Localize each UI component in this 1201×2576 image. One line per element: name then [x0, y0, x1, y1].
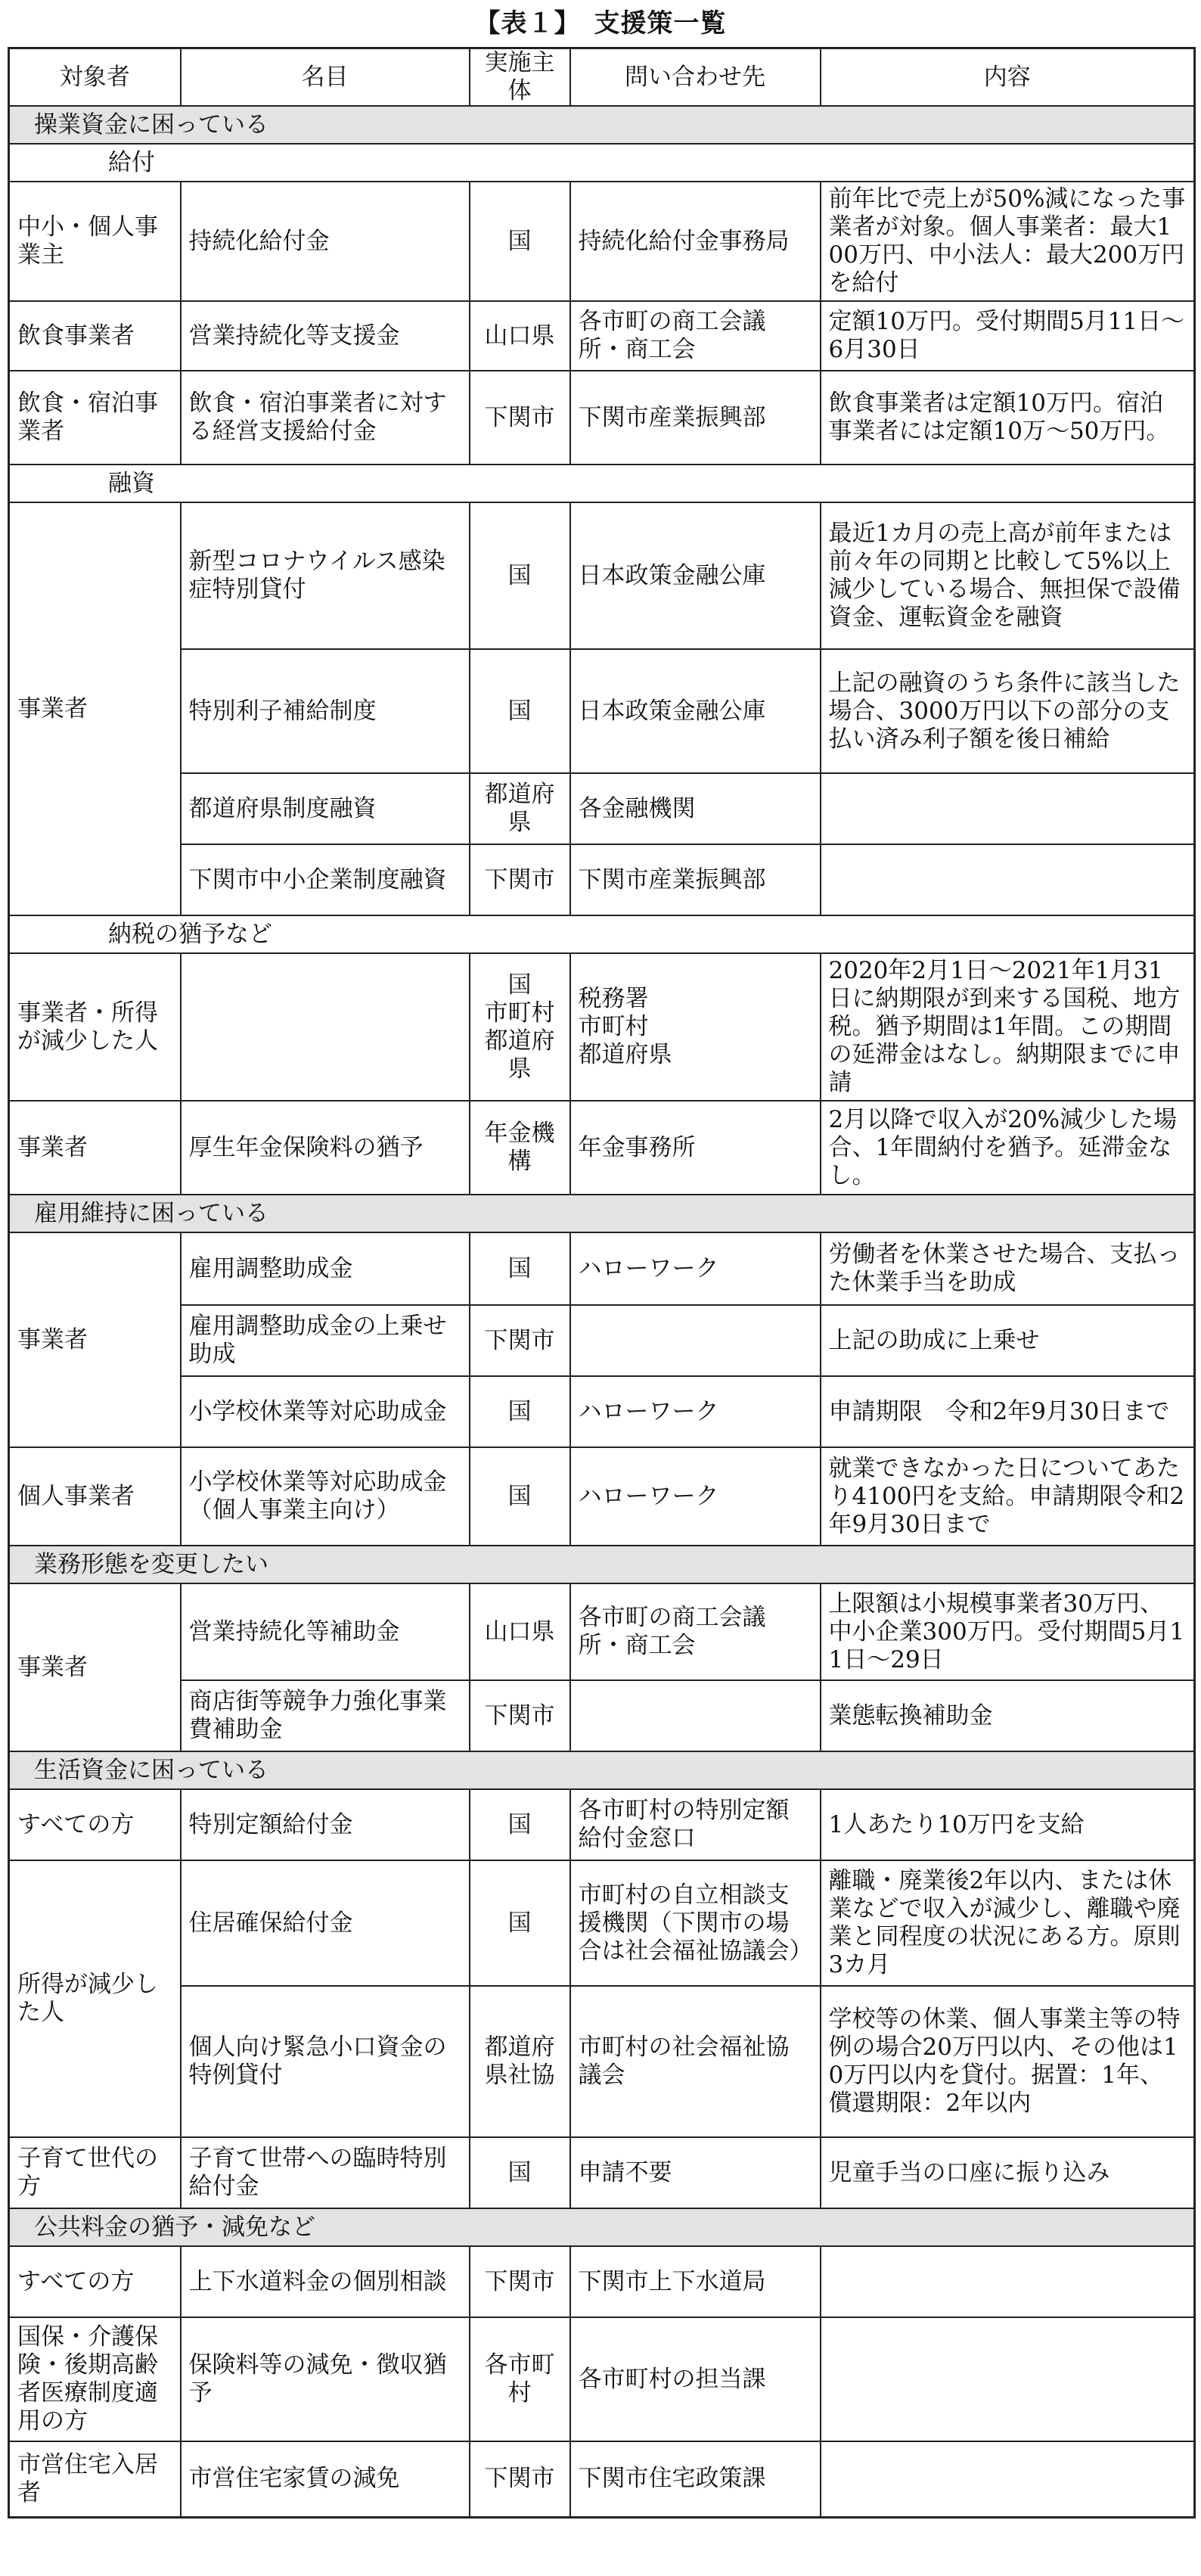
name-cell: 小学校休業等対応助成金 [181, 1376, 470, 1447]
table-row [9, 1986, 1195, 2137]
name-cell: 雇用調整助成金の上乗せ助成 [181, 1305, 470, 1376]
target-cell: すべての方 [9, 2246, 181, 2317]
contact-cell: 各市町の商工会議所・商工会 [570, 301, 821, 371]
target-cell: 中小・個人事業主 [9, 182, 181, 301]
name-cell: 上下水道料金の個別相談 [181, 2246, 470, 2317]
table-row [9, 649, 1195, 773]
subsection-title: 給付 [9, 144, 1195, 182]
agency-cell: 都道府県社協 [470, 1986, 570, 2137]
table-row [9, 1101, 1195, 1195]
agency-cell: 下関市 [470, 2441, 570, 2517]
content-cell: 定額10万円。受付期間5月11日～6月30日 [821, 301, 1195, 371]
target-cell: 事業者・所得が減少した人 [9, 953, 181, 1101]
name-cell: 都道府県制度融資 [181, 773, 470, 844]
contact-cell: 持続化給付金事務局 [570, 182, 821, 301]
content-cell: 前年比で売上が50%減になった事業者が対象。個人事業者：最大100万円、中小法人：最大200万円を給付 [821, 182, 1195, 301]
contact-cell: ハローワーク [570, 1232, 821, 1305]
target-cell: 所得が減少した人 [9, 1860, 181, 2137]
page-title: 【表１】 支援策一覧 [474, 8, 727, 39]
section-title: 生活資金に困っている [9, 1751, 1195, 1789]
agency-cell: 国 [470, 2137, 570, 2208]
document [8, 0, 1193, 2519]
name-cell: 小学校休業等対応助成金（個人事業主向け） [181, 1447, 470, 1546]
header-cell: 対象者 [9, 48, 181, 107]
subsection-title: 納税の猶予など [9, 915, 1195, 953]
target-cell: 事業者 [9, 1232, 181, 1447]
name-cell: 保険料等の減免・徴収猶予 [181, 2317, 470, 2441]
section-title: 公共料金の猶予・減免など [9, 2208, 1195, 2246]
table-row [9, 2441, 1195, 2517]
name-cell: 住居確保給付金 [181, 1860, 470, 1986]
table-row [9, 1447, 1195, 1546]
name-cell: 新型コロナウイルス感染症特別貸付 [181, 502, 470, 649]
content-cell: 飲食事業者は定額10万円。宿泊事業者には定額10万～50万円。 [821, 371, 1195, 465]
header-cell: 実施主体 [470, 48, 570, 107]
agency-cell: 国 [470, 182, 570, 301]
name-cell: 下関市中小企業制度融資 [181, 844, 470, 915]
agency-cell: 国 [470, 1789, 570, 1860]
table-row [9, 1232, 1195, 1305]
contact-cell: 日本政策金融公庫 [570, 649, 821, 773]
contact-cell: 税務署 市町村 都道府県 [570, 953, 821, 1101]
target-cell: 飲食・宿泊事業者 [9, 371, 181, 465]
agency-cell: 下関市 [470, 844, 570, 915]
target-cell: すべての方 [9, 1789, 181, 1860]
table-row [9, 773, 1195, 844]
agency-cell: 各市町村 [470, 2317, 570, 2441]
section-title: 雇用維持に困っている [9, 1195, 1195, 1232]
content-cell: 申請期限 令和2年9月30日まで [821, 1376, 1195, 1447]
name-cell: 持続化給付金 [181, 182, 470, 301]
section-title: 業務形態を変更したい [9, 1546, 1195, 1583]
contact-cell: 下関市上下水道局 [570, 2246, 821, 2317]
agency-cell: 国 市町村 都道府県 [470, 953, 570, 1101]
contact-cell: 下関市住宅政策課 [570, 2441, 821, 2517]
content-cell [821, 2246, 1195, 2317]
contact-cell: 市町村の自立相談支援機関（下関市の場合は社会福祉協議会） [570, 1860, 821, 1986]
content-cell [821, 2317, 1195, 2441]
table-row [9, 953, 1195, 1101]
agency-cell: 下関市 [470, 2246, 570, 2317]
contact-cell [570, 1680, 821, 1751]
content-cell: 就業できなかった日についてあたり4100円を支給。申請期限令和2年9月30日まで [821, 1447, 1195, 1546]
contact-cell: 下関市産業振興部 [570, 844, 821, 915]
name-cell [181, 953, 470, 1101]
content-cell: 上記の助成に上乗せ [821, 1305, 1195, 1376]
target-cell: 飲食事業者 [9, 301, 181, 371]
name-cell: 個人向け緊急小口資金の特例貸付 [181, 1986, 470, 2137]
name-cell: 特別定額給付金 [181, 1789, 470, 1860]
table-row [9, 1583, 1195, 1680]
agency-cell: 国 [470, 649, 570, 773]
agency-cell: 都道府県 [470, 773, 570, 844]
content-cell: 学校等の休業、個人事業主等の特例の場合20万円以内、その他は10万円以内を貸付。据置：1年、償還期限：2年以内 [821, 1986, 1195, 2137]
content-cell: 2020年2月1日～2021年1月31日に納期限が到来する国税、地方税。猶予期間は1年間。この期間の延滞金はなし。納期限までに申請 [821, 953, 1195, 1101]
agency-cell: 国 [470, 1447, 570, 1546]
table-row [9, 371, 1195, 465]
agency-cell: 年金機構 [470, 1101, 570, 1195]
table-row [9, 2246, 1195, 2317]
agency-cell: 下関市 [470, 1305, 570, 1376]
contact-cell: 市町村の社会福祉協議会 [570, 1986, 821, 2137]
header-cell: 内容 [821, 48, 1195, 107]
agency-cell: 山口県 [470, 301, 570, 371]
support-table [8, 47, 1196, 2519]
target-cell: 子育て世代の方 [9, 2137, 181, 2208]
name-cell: 子育て世帯への臨時特別給付金 [181, 2137, 470, 2208]
content-cell: 上限額は小規模事業者30万円、中小企業300万円。受付期間5月11日～29日 [821, 1583, 1195, 1680]
content-cell [821, 2441, 1195, 2517]
contact-cell: ハローワーク [570, 1447, 821, 1546]
table-row [9, 301, 1195, 371]
contact-cell: 各金融機関 [570, 773, 821, 844]
target-cell: 事業者 [9, 1101, 181, 1195]
content-cell: 上記の融資のうち条件に該当した場合、3000万円以下の部分の支払い済み利子額を後日補給 [821, 649, 1195, 773]
header-cell: 名目 [181, 48, 470, 107]
name-cell: 営業持続化等補助金 [181, 1583, 470, 1680]
table-row [9, 1376, 1195, 1447]
section-row [9, 1751, 1195, 1789]
table-row [9, 1789, 1195, 1860]
agency-cell: 山口県 [470, 1583, 570, 1680]
content-cell: 2月以降で収入が20%減少した場合、1年間納付を猶予。延滞金なし。 [821, 1101, 1195, 1195]
contact-cell: 日本政策金融公庫 [570, 502, 821, 649]
contact-cell [570, 1305, 821, 1376]
name-cell: 厚生年金保険料の猶予 [181, 1101, 470, 1195]
table-row [9, 844, 1195, 915]
content-cell: 最近1カ月の売上高が前年または前々年の同期と比較して5%以上減少している場合、無担保で設備資金、運転資金を融資 [821, 502, 1195, 649]
table-row [9, 1680, 1195, 1751]
section-title: 操業資金に困っている [9, 106, 1195, 144]
agency-cell: 下関市 [470, 1680, 570, 1751]
name-cell: 商店街等競争力強化事業費補助金 [181, 1680, 470, 1751]
agency-cell: 下関市 [470, 371, 570, 465]
section-row [9, 1546, 1195, 1583]
header-cell: 問い合わせ先 [570, 48, 821, 107]
table-row [9, 2137, 1195, 2208]
table-row [9, 502, 1195, 649]
agency-cell: 国 [470, 1376, 570, 1447]
subsection-title: 融資 [9, 465, 1195, 502]
content-cell: 業態転換補助金 [821, 1680, 1195, 1751]
name-cell: 市営住宅家賃の減免 [181, 2441, 470, 2517]
content-cell [821, 844, 1195, 915]
contact-cell: 各市町の商工会議所・商工会 [570, 1583, 821, 1680]
content-cell [821, 773, 1195, 844]
content-cell: 1人あたり10万円を支給 [821, 1789, 1195, 1860]
agency-cell: 国 [470, 1232, 570, 1305]
target-cell: 市営住宅入居者 [9, 2441, 181, 2517]
target-cell: 事業者 [9, 502, 181, 915]
section-row [9, 1195, 1195, 1232]
table-row [9, 182, 1195, 301]
name-cell: 特別利子補給制度 [181, 649, 470, 773]
agency-cell: 国 [470, 1860, 570, 1986]
name-cell: 飲食・宿泊事業者に対する経営支援給付金 [181, 371, 470, 465]
content-cell: 労働者を休業させた場合、支払った休業手当を助成 [821, 1232, 1195, 1305]
contact-cell: 各市町村の担当課 [570, 2317, 821, 2441]
target-cell: 個人事業者 [9, 1447, 181, 1546]
target-cell: 国保・介護保険・後期高齢者医療制度適用の方 [9, 2317, 181, 2441]
section-row [9, 2208, 1195, 2246]
contact-cell: ハローワーク [570, 1376, 821, 1447]
target-cell: 事業者 [9, 1583, 181, 1751]
header-row [9, 48, 1195, 107]
table-row [9, 2317, 1195, 2441]
name-cell: 営業持続化等支援金 [181, 301, 470, 371]
content-cell: 児童手当の口座に振り込み [821, 2137, 1195, 2208]
contact-cell: 年金事務所 [570, 1101, 821, 1195]
subsection-row [9, 915, 1195, 953]
subsection-row [9, 465, 1195, 502]
contact-cell: 下関市産業振興部 [570, 371, 821, 465]
contact-cell: 申請不要 [570, 2137, 821, 2208]
subsection-row [9, 144, 1195, 182]
content-cell: 離職・廃業後2年以内、または休業などで収入が減少し、離職や廃業と同程度の状況にある方。原則3カ月 [821, 1860, 1195, 1986]
name-cell: 雇用調整助成金 [181, 1232, 470, 1305]
agency-cell: 国 [470, 502, 570, 649]
table-row [9, 1305, 1195, 1376]
table-row [9, 1860, 1195, 1986]
contact-cell: 各市町村の特別定額給付金窓口 [570, 1789, 821, 1860]
section-row [9, 106, 1195, 144]
